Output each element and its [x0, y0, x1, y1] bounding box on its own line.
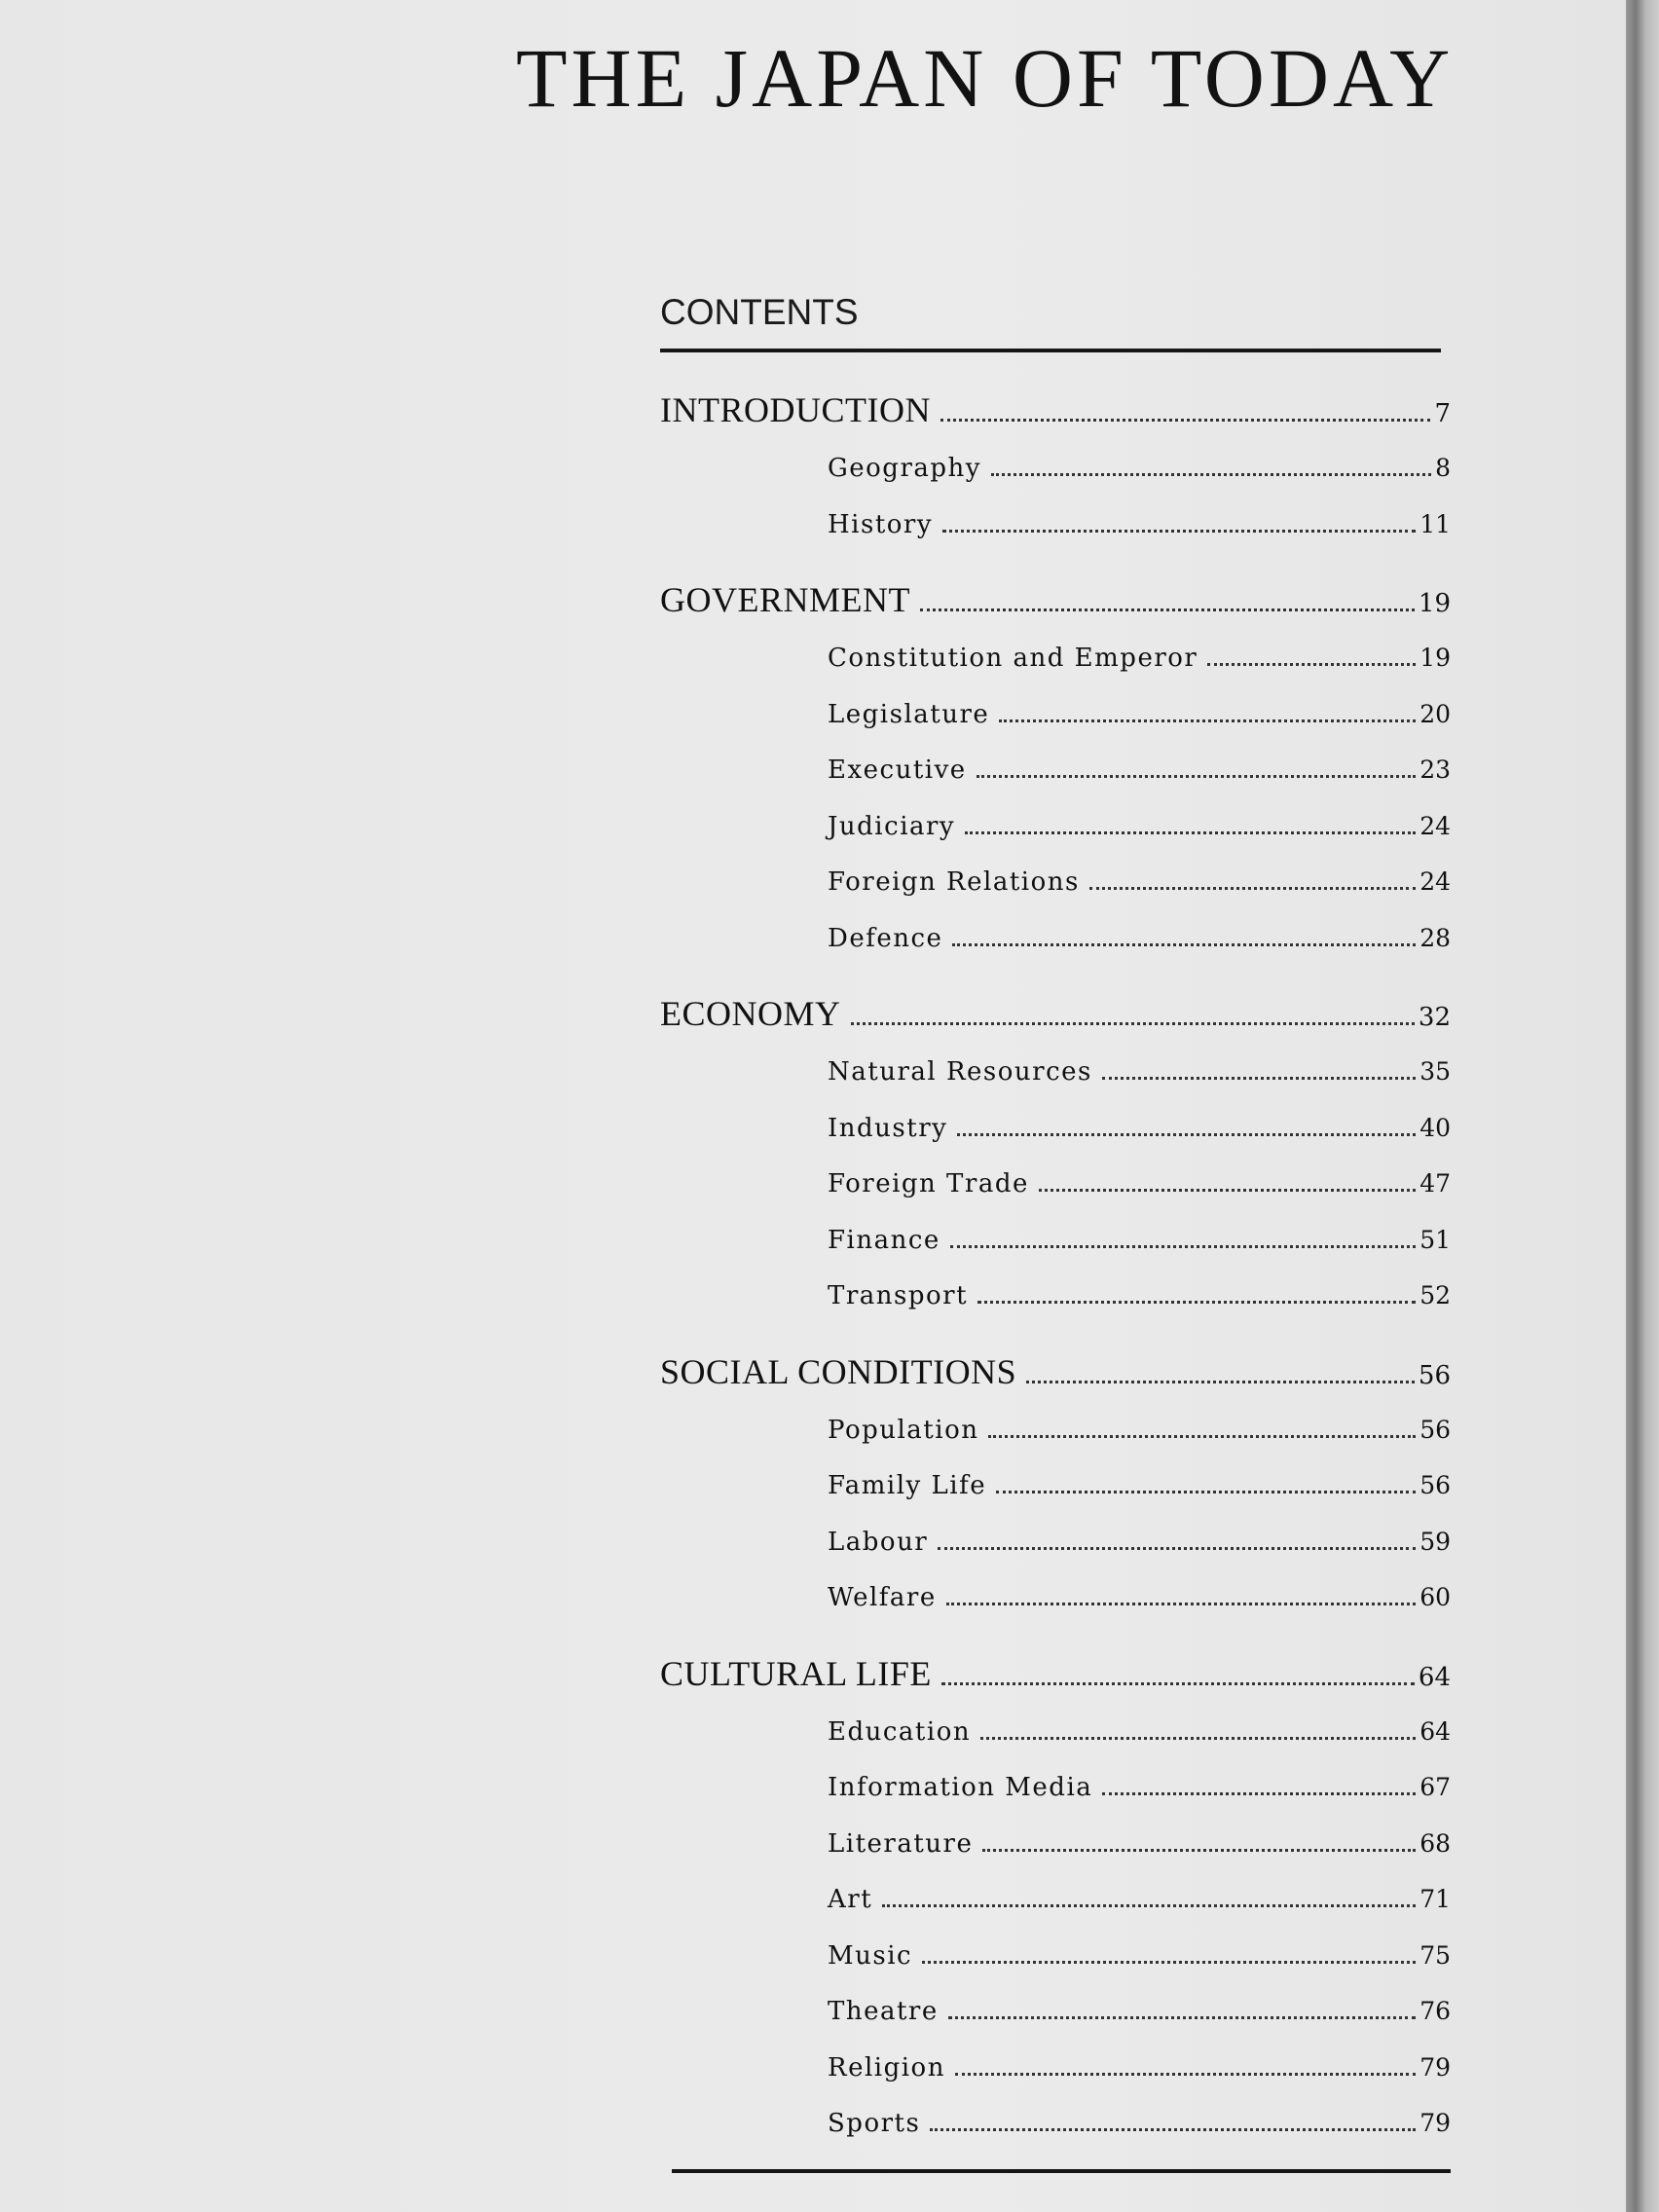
dot-leader: [948, 2016, 1416, 2019]
toc-section: [660, 1351, 1451, 1640]
toc-subsection-page-number: 19: [1419, 644, 1451, 672]
toc-subsection: [660, 1416, 1451, 1472]
toc-subsection-page-number: 52: [1419, 1281, 1451, 1309]
toc-subsection: [660, 756, 1451, 812]
dot-leader: [977, 1301, 1416, 1304]
toc-chapter-title: GOVERNMENT: [660, 580, 910, 619]
bottom-rule: [672, 2169, 1451, 2173]
toc-subsection-title: Music: [828, 1940, 913, 1971]
dot-leader: [882, 1904, 1416, 1907]
dot-leader: [996, 1491, 1416, 1493]
toc-subsection-title: Theatre: [828, 1997, 939, 2026]
toc-subsection-page-number: 24: [1419, 811, 1451, 840]
toc-subsection-title: Transport: [828, 1281, 969, 1310]
toc-chapter-title: CULTURAL LIFE: [660, 1653, 932, 1693]
toc-subsection-page-number: 79: [1419, 2052, 1451, 2082]
top-rule: [660, 349, 1441, 352]
toc-section: [660, 993, 1451, 1338]
toc-chapter-page-number: 56: [1418, 1360, 1451, 1390]
toc-subsection-title: Welfare: [828, 1583, 937, 1612]
book-title: THE JAPAN OF TODAY: [516, 31, 1455, 125]
toc-subsection-title: Legislature: [828, 699, 990, 729]
toc-subsection: [660, 644, 1451, 700]
toc-subsection-title: Information Media: [828, 1773, 1093, 1802]
toc-subsection: [660, 1997, 1451, 2053]
dot-leader: [1089, 887, 1416, 890]
contents-heading: CONTENTS: [660, 292, 859, 332]
toc-subsection-title: Labour: [828, 1527, 929, 1557]
toc-subsection: [660, 1941, 1451, 1998]
toc-subsection-page-number: 75: [1419, 1940, 1451, 1970]
dot-leader: [930, 2128, 1416, 2131]
dot-leader: [977, 775, 1417, 778]
toc-subsection-page-number: 64: [1419, 1716, 1451, 1746]
toc-subsection-title: Industry: [828, 1113, 948, 1143]
dot-leader: [952, 943, 1416, 946]
toc-subsection-page-number: 56: [1419, 1471, 1451, 1499]
toc-chapter: [660, 1653, 1451, 1717]
toc-subsection: [660, 700, 1451, 756]
dot-leader: [999, 719, 1416, 722]
dot-leader: [938, 1547, 1416, 1550]
toc-subsection-page-number: 79: [1419, 2109, 1451, 2137]
toc-subsection: [660, 1114, 1451, 1170]
toc-subsection: [660, 1773, 1451, 1829]
toc-subsection-page-number: 8: [1435, 454, 1451, 482]
toc-subsection-page-number: 47: [1419, 1169, 1451, 1198]
page-edge: [1626, 0, 1659, 2212]
toc-subsection-page-number: 56: [1419, 1415, 1451, 1444]
toc-subsection: [660, 2053, 1451, 2110]
dot-leader: [991, 473, 1431, 476]
toc-subsection-title: History: [828, 509, 934, 539]
toc-subsection-title: Constitution and Emperor: [828, 644, 1198, 673]
dot-leader: [851, 1022, 1415, 1025]
dot-leader: [957, 1133, 1416, 1136]
dot-leader: [1026, 1381, 1415, 1383]
toc-subsection-title: Judiciary: [828, 811, 956, 841]
toc-subsection-page-number: 60: [1419, 1583, 1451, 1611]
toc-subsection: [660, 812, 1451, 868]
dot-leader: [942, 530, 1416, 533]
toc-subsection: [660, 2109, 1451, 2165]
toc-chapter-page-number: 64: [1418, 1662, 1451, 1692]
toc-section: [660, 389, 1451, 566]
toc-subsection-page-number: 68: [1419, 1828, 1451, 1858]
toc-subsection: [660, 1281, 1451, 1338]
dot-leader: [955, 2073, 1416, 2076]
toc-subsection-title: Finance: [828, 1225, 940, 1255]
toc-subsection: [660, 1829, 1451, 1886]
dot-leader: [920, 608, 1415, 611]
toc-subsection: [660, 510, 1451, 567]
toc-subsection-page-number: 71: [1419, 1885, 1451, 1913]
dot-leader: [941, 1682, 1415, 1685]
toc-subsection: [660, 1717, 1451, 1774]
toc-subsection-title: Population: [828, 1415, 979, 1445]
table-of-contents: [660, 389, 1451, 2179]
toc-subsection-page-number: 28: [1419, 923, 1451, 952]
toc-chapter-page-number: 32: [1418, 1003, 1451, 1032]
toc-subsection: [660, 1583, 1451, 1640]
toc-subsection-title: Executive: [828, 756, 967, 785]
toc-subsection: [660, 1528, 1451, 1584]
toc-subsection-title: Family Life: [828, 1471, 987, 1500]
dot-leader: [922, 1961, 1416, 1964]
toc-chapter: [660, 993, 1451, 1057]
toc-subsection-page-number: 76: [1419, 1997, 1451, 2025]
toc-section: [660, 579, 1451, 979]
toc-subsection-page-number: 20: [1419, 699, 1451, 728]
dot-leader: [946, 1603, 1416, 1605]
toc-chapter: [660, 389, 1451, 454]
dot-leader: [1102, 1077, 1416, 1080]
toc-subsection-title: Foreign Relations: [828, 867, 1080, 897]
toc-subsection-page-number: 11: [1419, 509, 1451, 538]
toc-subsection-title: Sports: [828, 2109, 921, 2138]
dot-leader: [980, 1737, 1416, 1740]
toc-subsection-page-number: 40: [1419, 1113, 1451, 1142]
toc-chapter-page-number: 19: [1418, 589, 1451, 618]
toc-subsection: [660, 1226, 1451, 1282]
toc-subsection: [660, 867, 1451, 924]
dot-leader: [1102, 1792, 1416, 1795]
toc-subsection-title: Literature: [828, 1828, 974, 1859]
dot-leader: [940, 419, 1430, 422]
toc-subsection-page-number: 51: [1419, 1225, 1451, 1254]
dot-leader: [982, 1849, 1416, 1852]
toc-subsection-title: Geography: [828, 454, 981, 483]
toc-subsection: [660, 1471, 1451, 1528]
toc-section: [660, 1653, 1451, 2165]
toc-subsection: [660, 924, 1451, 980]
toc-subsection-page-number: 35: [1419, 1057, 1451, 1086]
toc-subsection: [660, 1885, 1451, 1941]
toc-subsection-page-number: 24: [1419, 867, 1451, 896]
toc-subsection: [660, 454, 1451, 510]
toc-subsection-title: Art: [828, 1885, 873, 1914]
toc-subsection-title: Foreign Trade: [828, 1169, 1029, 1198]
toc-chapter-title: SOCIAL CONDITIONS: [660, 1351, 1017, 1391]
dot-leader: [1207, 663, 1416, 666]
dot-leader: [1039, 1189, 1416, 1192]
toc-subsection: [660, 1169, 1451, 1226]
toc-subsection-title: Natural Resources: [828, 1057, 1092, 1087]
dot-leader: [950, 1245, 1416, 1248]
dot-leader: [965, 831, 1416, 834]
toc-subsection-page-number: 59: [1419, 1527, 1451, 1556]
toc-chapter: [660, 579, 1451, 644]
toc-chapter-title: INTRODUCTION: [660, 390, 931, 429]
toc-chapter-title: ECONOMY: [660, 994, 841, 1033]
dot-leader: [988, 1435, 1416, 1438]
toc-chapter-page-number: 7: [1434, 399, 1451, 428]
toc-subsection-title: Defence: [828, 923, 943, 953]
toc-subsection-page-number: 67: [1419, 1773, 1451, 1801]
toc-subsection-title: Religion: [828, 2052, 945, 2083]
toc-subsection: [660, 1057, 1451, 1114]
toc-chapter: [660, 1351, 1451, 1416]
toc-subsection-page-number: 23: [1419, 756, 1451, 784]
toc-subsection-title: Education: [828, 1716, 972, 1747]
